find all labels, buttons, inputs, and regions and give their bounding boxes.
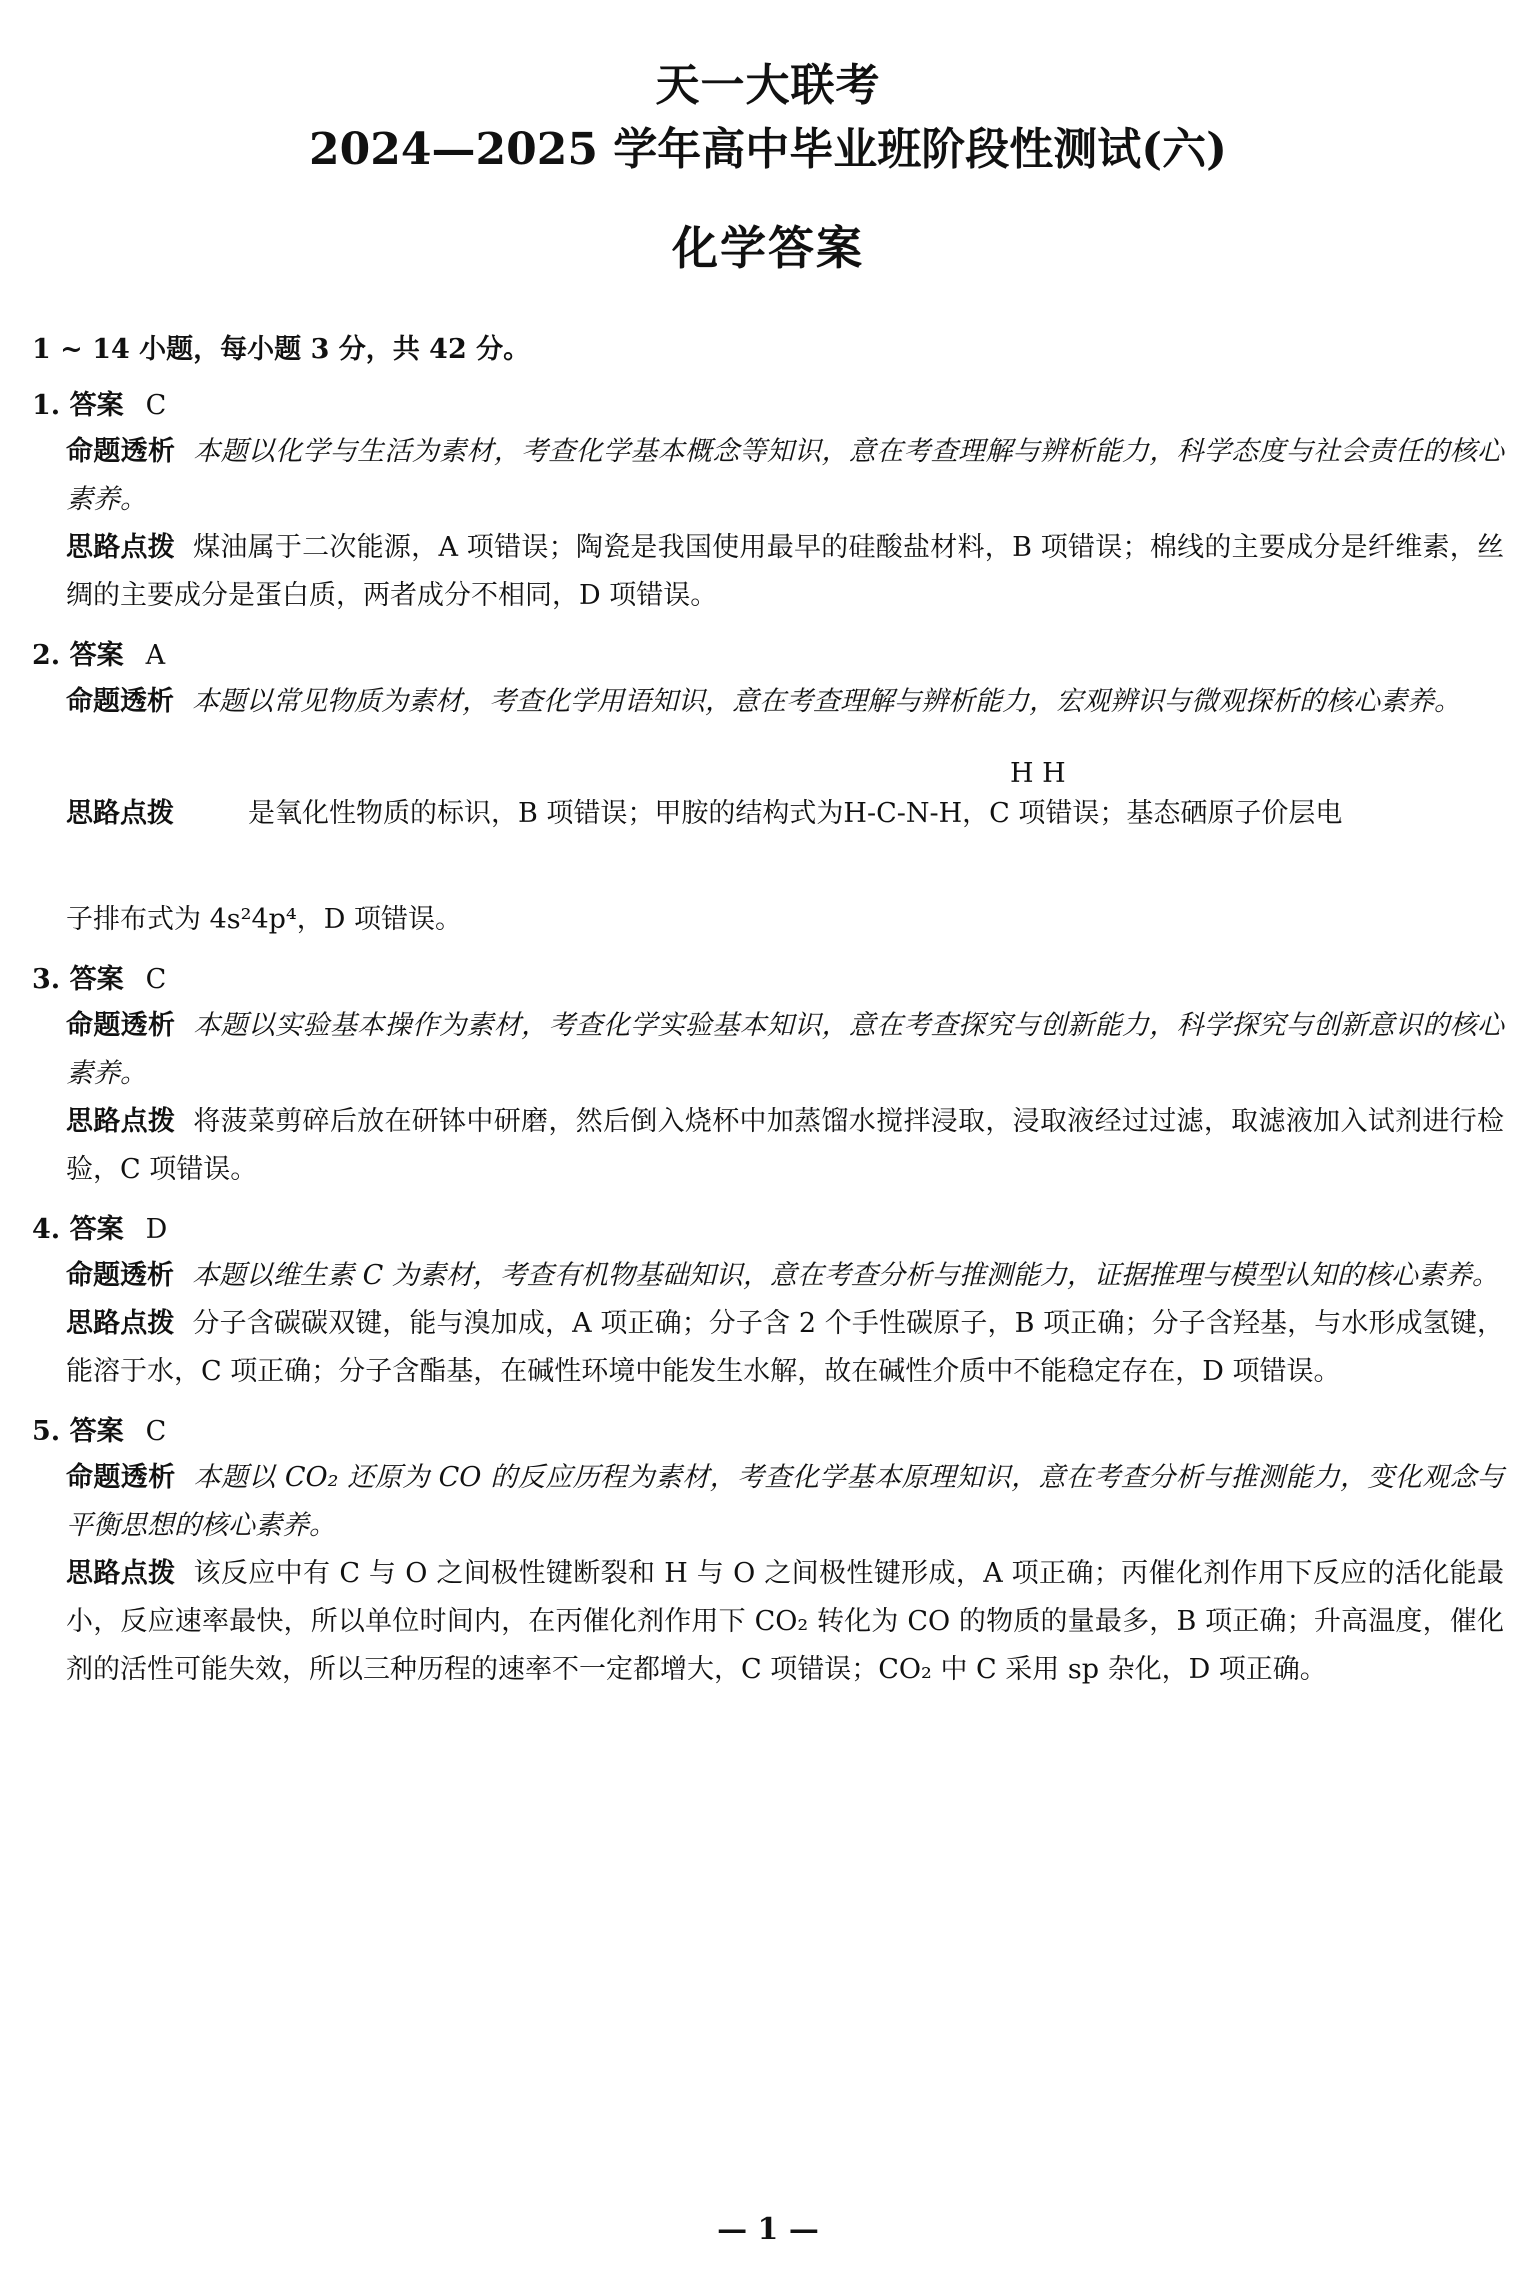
question-1-label: 1. 答案 <box>32 390 124 421</box>
subject-title: 化学答案 <box>672 221 864 275</box>
analysis-label: 命题透析 <box>66 1462 176 1493</box>
question-1-analysis-text: 本题以化学与生活为素材，考查化学基本概念等知识，意在考查理解与辨析能力，科学态度与社会责任的核心素养。 <box>66 436 1505 515</box>
question-2-answer: A <box>145 640 166 671</box>
question-4-hint-text: 分子含碳碳双键，能与溴加成，A 项正确；分子含 2 个手性碳原子，B 项正确；分子含羟基，与水形成氢键，能溶于水，C 项正确；分子含酯基，在碱性环境中能发生水解，故在碱性介质中不能稳定存在，D 项错误。 <box>66 1308 1504 1387</box>
question-3 <box>32 958 1504 1194</box>
question-2-answer-line <box>32 634 1504 678</box>
hint-label: 思路点拨 <box>66 798 174 829</box>
question-2-analysis <box>32 678 1504 726</box>
analysis-label: 命题透析 <box>66 686 174 717</box>
hint-label: 思路点拨 <box>66 1106 176 1137</box>
structural-formula-hydrogens: H H <box>1010 758 1066 789</box>
question-4 <box>32 1208 1504 1396</box>
question-5-answer-line <box>32 1410 1504 1454</box>
question-4-analysis-text: 本题以维生素 C 为素材，考查有机物基础知识，意在考查分析与推测能力，证据推理与模型认知的核心素养。 <box>192 1260 1499 1291</box>
question-2-label: 2. 答案 <box>32 640 124 671</box>
analysis-label: 命题透析 <box>66 1010 176 1041</box>
section-intro: 1 ~ 14 小题，每小题 3 分，共 42 分。 <box>32 334 531 365</box>
page-number: — 1 — <box>717 2212 819 2247</box>
question-5-analysis <box>32 1454 1504 1550</box>
question-3-answer: C <box>145 964 167 995</box>
question-4-label: 4. 答案 <box>32 1214 124 1245</box>
hint-label: 思路点拨 <box>66 1558 176 1589</box>
question-2 <box>32 634 1504 944</box>
analysis-label: 命题透析 <box>66 1260 174 1291</box>
question-5 <box>32 1410 1504 1694</box>
question-2-hint <box>32 758 1504 838</box>
question-2-hint-text: 是氧化性物质的标识，B 项错误；甲胺的结构式为H-C-N-H，C 项错误；基态硒原子价层电 <box>248 798 1343 829</box>
question-5-hint-text: 该反应中有 C 与 O 之间极性键断裂和 H 与 O 之间极性键形成，A 项正确；丙催化剂作用下反应的活化能最小，反应速率最快，所以单位时间内，在丙催化剂作用下 CO₂ 转化为 CO 的物质的量最多，B 项正确；升高温度，催化剂的活性可能失效，所以三种历程的速率不一定都增大，C 项错误；CO₂ 中 C 采用 sp 杂化，D 项正确。 <box>66 1558 1505 1685</box>
page-header <box>32 56 1504 280</box>
question-4-hint <box>32 1300 1504 1396</box>
analysis-label: 命题透析 <box>66 436 176 467</box>
question-4-answer-line <box>32 1208 1504 1252</box>
question-5-hint <box>32 1550 1504 1694</box>
question-1-answer: C <box>145 390 167 421</box>
question-3-analysis-text: 本题以实验基本操作为素材，考查化学实验基本知识，意在考查探究与创新能力，科学探究与创新意识的核心素养。 <box>66 1010 1505 1089</box>
hint-label: 思路点拨 <box>66 532 176 563</box>
question-1 <box>32 384 1504 620</box>
question-3-hint-text: 将菠菜剪碎后放在研钵中研磨，然后倒入烧杯中加蒸馏水搅拌浸取，浸取液经过过滤，取滤液加入试剂进行检验，C 项错误。 <box>66 1106 1505 1185</box>
question-3-answer-line <box>32 958 1504 1002</box>
question-3-hint <box>32 1098 1504 1194</box>
question-2-analysis-text: 本题以常见物质为素材，考查化学用语知识，意在考查理解与辨析能力，宏观辨识与微观探析的核心素养。 <box>192 686 1461 717</box>
question-5-label: 5. 答案 <box>32 1416 124 1447</box>
question-4-answer: D <box>145 1214 168 1245</box>
question-2-hint-continued: 子排布式为 4s²4p⁴，D 项错误。 <box>66 904 462 935</box>
hint-label: 思路点拨 <box>66 1308 175 1339</box>
question-1-hint <box>32 524 1504 620</box>
question-5-analysis-text: 本题以 CO₂ 还原为 CO 的反应历程为素材，考查化学基本原理知识，意在考查分析与推测能力，变化观念与平衡思想的核心素养。 <box>66 1462 1504 1541</box>
exam-title: 2024—2025 学年高中毕业班阶段性测试(六) <box>309 124 1227 175</box>
question-1-hint-text: 煤油属于二次能源，A 项错误；陶瓷是我国使用最早的硅酸盐材料，B 项错误；棉线的主要成分是纤维素，丝绸的主要成分是蛋白质，两者成分不相同，D 项错误。 <box>66 532 1504 611</box>
question-1-answer-line <box>32 384 1504 428</box>
question-1-analysis <box>32 428 1504 524</box>
question-3-analysis <box>32 1002 1504 1098</box>
question-5-answer: C <box>145 1416 167 1447</box>
question-4-analysis <box>32 1252 1504 1300</box>
question-3-label: 3. 答案 <box>32 964 124 995</box>
exam-organizer-title: 天一大联考 <box>655 60 881 111</box>
